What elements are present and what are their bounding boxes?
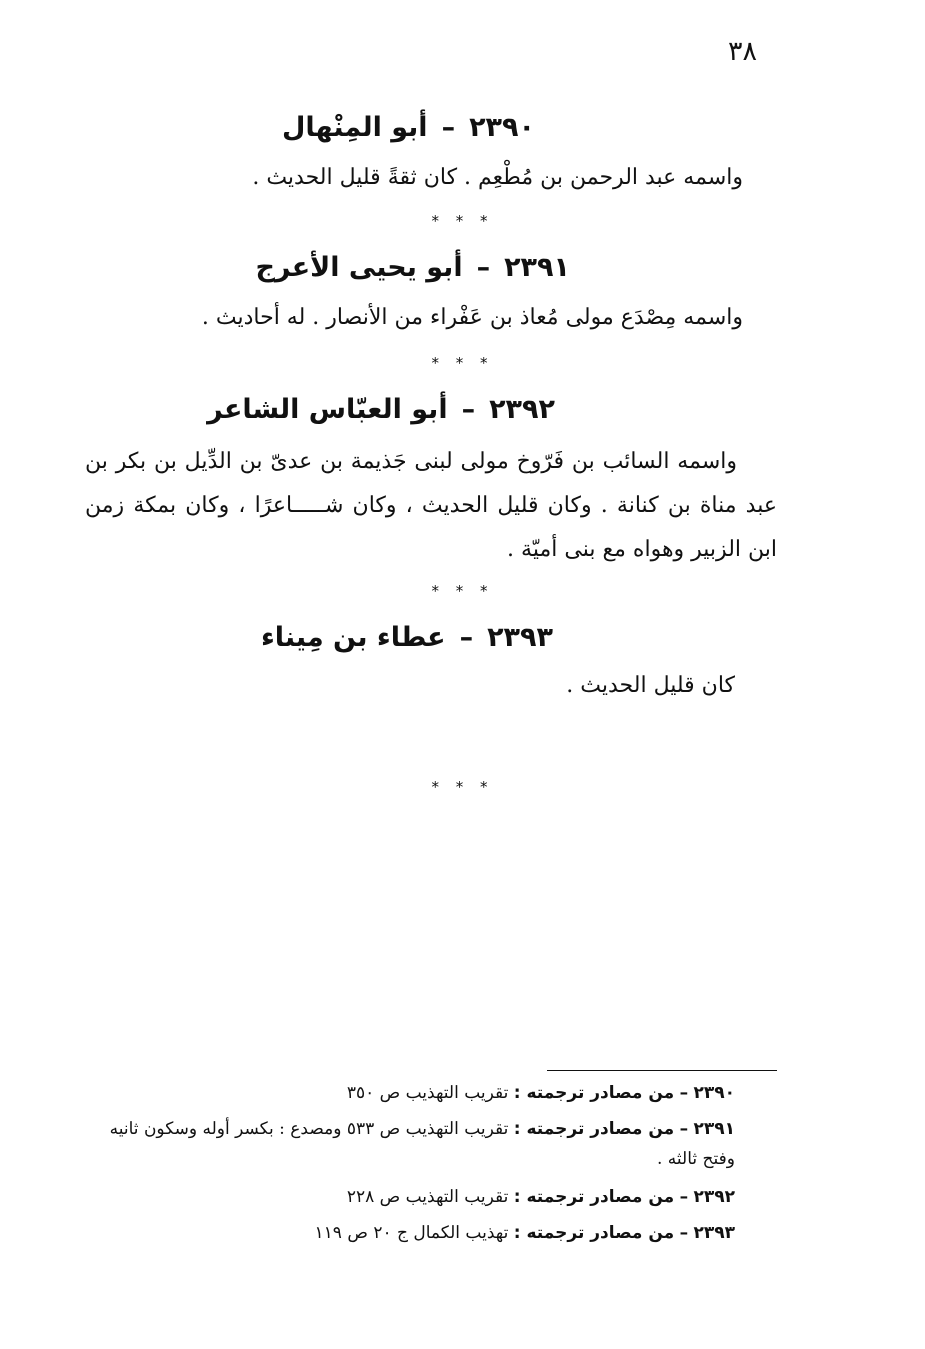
entry-title	[261, 622, 553, 653]
footnote-label: من مصادر ترجمته :	[513, 1187, 675, 1207]
entry-dash: –	[461, 394, 476, 425]
entry-name: أبو يحيى الأعرج	[255, 252, 463, 283]
entry-number: ٢٣٩٢	[489, 394, 555, 425]
footnote	[85, 1218, 735, 1248]
entry-name: أبو العبّاس الشاعر	[207, 394, 448, 425]
footnote	[85, 1182, 735, 1212]
page-number: ٣٨	[727, 36, 757, 67]
entry-text: واسمه مِصْدَع مولى مُعاذ بن عَفْراء من الأنصار . له أحاديث .	[201, 305, 743, 330]
footnote-text: تقريب التهذيب ص ٥٣٣ ومصدع : بكسر أوله وسكون ثانيه وفتح ثالثه .	[109, 1119, 735, 1169]
entry-text: واسمه السائب بن فَرّوخ مولى لبنى جَذيمة بن عدىّ بن الدِّيل بن بكر بن عبد مناة بن كنانة . وكان قليل الحديث ، وكان شـــــاعرًا ، وكان بمكة زمن ابن الزبير وهواه مع بنى أميّة .	[85, 449, 777, 562]
footnote-number: ٢٣٩٢	[693, 1187, 735, 1207]
entry-dash: –	[441, 112, 456, 143]
entry-title	[207, 394, 555, 425]
footnote-text: تقريب التهذيب ص ٣٥٠	[346, 1083, 509, 1103]
entry-text: واسمه عبد الرحمن بن مُطْعِم . كان ثقةً قليل الحديث .	[252, 165, 743, 190]
separator: * * *	[431, 354, 494, 372]
entry-dash: –	[476, 252, 491, 283]
separator: * * *	[431, 582, 494, 600]
footnote-label: من مصادر ترجمته :	[513, 1223, 675, 1243]
footnote-dash: –	[679, 1119, 689, 1139]
entry-name: عطاء بن مِيناء	[260, 622, 446, 653]
footnote-rule	[547, 1070, 777, 1071]
footnote-number: ٢٣٩٠	[693, 1083, 735, 1103]
footnote-dash: –	[679, 1223, 689, 1243]
footnote-dash: –	[679, 1187, 689, 1207]
footnote	[85, 1078, 735, 1108]
footnote-text: تهذيب الكمال ج ٢٠ ص ١١٩	[314, 1223, 509, 1243]
entry-dash: –	[459, 622, 474, 653]
entry-number: ٢٣٩٣	[487, 622, 553, 653]
footnote-text: تقريب التهذيب ص ٢٢٨	[346, 1187, 509, 1207]
footnote-number: ٢٣٩٣	[693, 1223, 735, 1243]
entry-number: ٢٣٩٠	[469, 112, 535, 143]
separator: * * *	[431, 778, 494, 796]
footnote-number: ٢٣٩١	[693, 1119, 735, 1139]
footnote-label: من مصادر ترجمته :	[513, 1119, 675, 1139]
separator: * * *	[431, 212, 494, 230]
entry-text: كان قليل الحديث .	[566, 673, 735, 698]
entry-title	[255, 252, 570, 283]
footnote	[85, 1114, 735, 1174]
footnote-label: من مصادر ترجمته :	[513, 1083, 675, 1103]
entry-number: ٢٣٩١	[504, 252, 570, 283]
entry-name: أبو المِنْهال	[281, 112, 428, 143]
footnote-dash: –	[679, 1083, 689, 1103]
entry-title	[282, 112, 535, 143]
